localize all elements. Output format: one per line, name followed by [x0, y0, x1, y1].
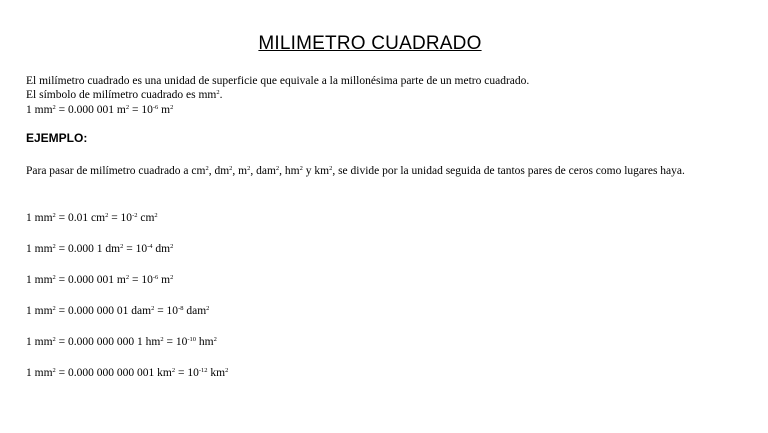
explanation-part: , m [232, 165, 248, 177]
superscript: 2 [105, 212, 109, 219]
superscript: 2 [52, 274, 56, 281]
conv-part: = 10 [154, 305, 179, 317]
superscript: 2 [170, 104, 174, 111]
intro-symbol [26, 88, 222, 102]
conv-part: dm [152, 243, 171, 255]
superscript: 2 [229, 165, 233, 172]
conversion-m2 [26, 273, 173, 287]
eq-part: = 0.000 001 m [55, 104, 126, 116]
explanation-paragraph [26, 164, 761, 179]
conversion-hm2 [26, 335, 217, 349]
explanation-part: , dam [250, 165, 276, 177]
page-title: MILIMETRO CUADRADO [258, 33, 482, 54]
superscript: 2 [247, 165, 251, 172]
exponent: -2 [132, 212, 138, 219]
conv-part: 1 mm [26, 243, 53, 255]
conv-part: m [158, 274, 171, 286]
conv-part: = 10 [123, 243, 148, 255]
conv-part: hm [196, 336, 214, 348]
superscript: 2 [299, 165, 303, 172]
eq-part: m [158, 104, 171, 116]
superscript: 2 [151, 305, 155, 312]
example-heading: EJEMPLO: [26, 131, 88, 145]
explanation-part: , se divide por la unidad seguida de tantos pares de ceros como lugares haya. [332, 165, 685, 177]
exponent: -8 [178, 305, 184, 312]
superscript: 2 [205, 165, 209, 172]
conv-part: km [207, 367, 226, 379]
superscript: 2 [170, 243, 174, 250]
conv-part: 1 mm [26, 336, 53, 348]
conv-part: dam [183, 305, 207, 317]
conv-part: = 0.01 cm [55, 212, 106, 224]
explanation-part: Para pasar de milímetro cuadrado a cm [26, 165, 206, 177]
explanation-part: y km [302, 165, 330, 177]
superscript: 2 [216, 89, 220, 96]
conv-part: 1 mm [26, 305, 53, 317]
superscript: 2 [206, 305, 210, 312]
superscript: 2 [52, 336, 56, 343]
superscript: 2 [52, 243, 56, 250]
conv-part: 1 mm [26, 274, 53, 286]
superscript: 2 [213, 336, 217, 343]
conv-part: cm [137, 212, 155, 224]
conversion-dm2 [26, 242, 173, 256]
conversion-cm2 [26, 211, 158, 225]
conv-part: = 0.000 000 01 dam [55, 305, 152, 317]
explanation-part: , hm [279, 165, 300, 177]
superscript: 2 [125, 274, 130, 281]
superscript: 2 [52, 104, 56, 111]
superscript: 2 [160, 336, 164, 343]
superscript: 2 [52, 212, 56, 219]
conv-part: 1 mm [26, 212, 53, 224]
intro-symbol-end: . [219, 89, 223, 101]
conv-part: 1 mm [26, 367, 53, 379]
conv-part: = 10 [129, 274, 153, 286]
superscript: 2 [125, 104, 130, 111]
eq-part: 1 mm [26, 104, 53, 116]
superscript: 2 [52, 367, 56, 374]
superscript: 2 [120, 243, 124, 250]
superscript: 2 [275, 165, 280, 172]
exponent: -12 [198, 367, 208, 374]
eq-part: = 10 [129, 104, 153, 116]
superscript: 2 [225, 367, 229, 374]
exponent: -4 [147, 243, 153, 250]
exponent: -10 [187, 336, 196, 343]
explanation-part: , dm [208, 165, 230, 177]
exponent: -6 [152, 274, 159, 281]
conv-part: = 10 [175, 367, 199, 379]
superscript: 2 [171, 367, 176, 374]
superscript: 2 [170, 274, 174, 281]
intro-equivalence [26, 103, 173, 117]
conv-part: = 10 [108, 212, 133, 224]
intro-symbol-text: El símbolo de milímetro cuadrado es mm [26, 89, 217, 101]
conversion-dam2 [26, 304, 209, 318]
conv-part: = 0.000 000 000 1 hm [55, 336, 161, 348]
superscript: -6 [152, 104, 159, 111]
superscript: 2 [52, 305, 56, 312]
conv-part: = 0.000 1 dm [55, 243, 121, 255]
superscript: 2 [329, 165, 333, 172]
conv-part: = 0.000 001 m [55, 274, 126, 286]
conv-part: = 10 [163, 336, 188, 348]
conversion-km2 [26, 366, 228, 380]
conv-part: = 0.000 000 000 001 km [55, 367, 172, 379]
superscript: 2 [154, 212, 158, 219]
intro-definition: El milímetro cuadrado es una unidad de superficie que equivale a la millonésima parte de un metro cuadrado. [26, 75, 530, 87]
